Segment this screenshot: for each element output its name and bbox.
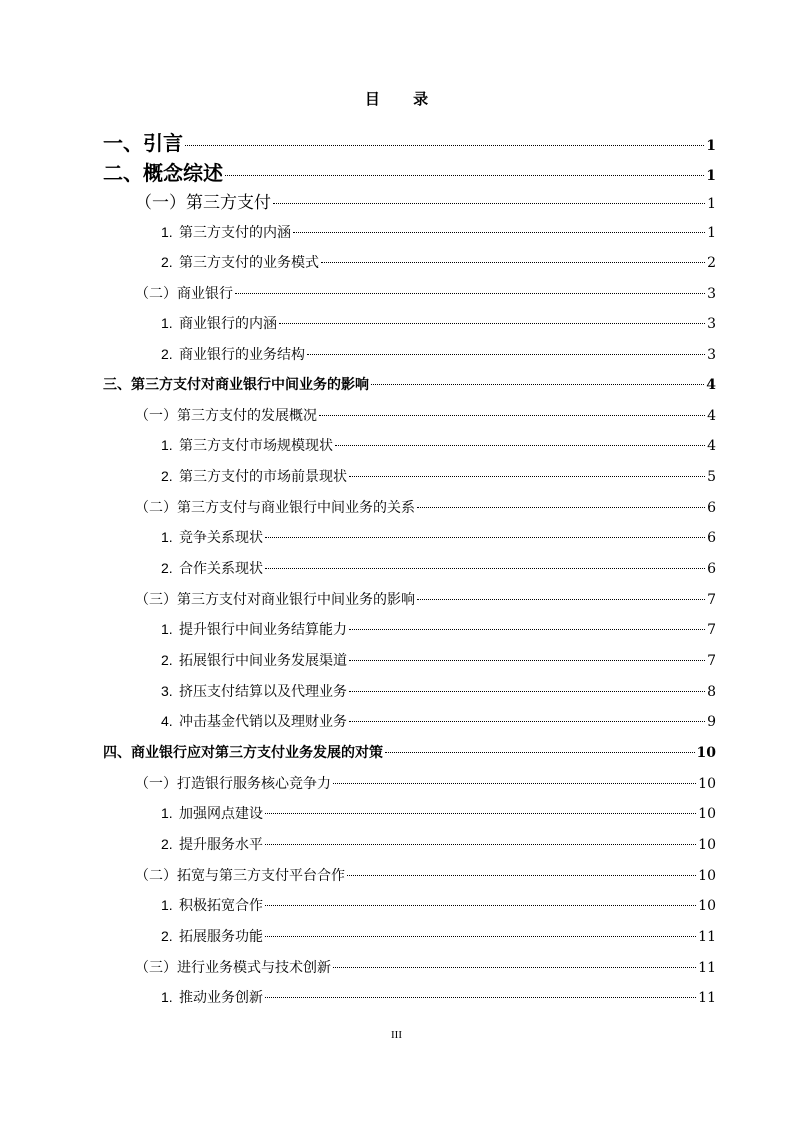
entry-number: 2.	[161, 254, 173, 270]
entry-label: （一）打造银行服务核心竞争力	[135, 776, 331, 792]
dot-leader	[273, 203, 705, 204]
entry-label: 第三方支付的业务模式	[179, 255, 319, 271]
toc-title: 目 录	[364, 90, 443, 108]
toc-entry[interactable]	[161, 926, 716, 946]
toc-entry[interactable]	[135, 188, 716, 213]
toc-entry[interactable]	[135, 497, 716, 517]
toc-entry[interactable]	[161, 466, 716, 486]
dot-leader	[185, 145, 704, 146]
dot-leader	[279, 323, 705, 324]
entry-label: （二）商业银行	[135, 286, 233, 302]
entry-number: 1.	[161, 437, 173, 453]
entry-label: 挤压支付结算以及代理业务	[179, 684, 347, 700]
entry-label: 提升服务水平	[179, 837, 263, 853]
dot-leader	[265, 844, 696, 845]
entry-number: 1.	[161, 224, 173, 240]
dot-leader	[265, 537, 705, 538]
entry-page: 3	[707, 316, 716, 332]
toc-entry[interactable]	[161, 895, 716, 915]
toc-entry[interactable]	[103, 127, 716, 156]
entry-page: 8	[707, 684, 716, 700]
dot-leader	[307, 354, 705, 355]
toc-entry[interactable]	[161, 803, 716, 823]
entry-page: 10	[696, 745, 716, 761]
toc-entry[interactable]	[135, 405, 716, 425]
dot-leader	[319, 415, 705, 416]
dot-leader	[417, 507, 705, 508]
entry-label: 第三方支付市场规模现状	[179, 438, 333, 454]
entry-number: 2.	[161, 836, 173, 852]
entry-label: 积极拓宽合作	[179, 898, 263, 914]
entry-page: 7	[707, 592, 716, 608]
dot-leader	[265, 905, 696, 906]
toc-entry[interactable]	[161, 650, 716, 670]
entry-number: 1.	[161, 529, 173, 545]
entry-number: 1.	[161, 897, 173, 913]
entry-label: 提升银行中间业务结算能力	[179, 622, 347, 638]
toc-entry[interactable]	[103, 374, 716, 394]
entry-number: 2.	[161, 346, 173, 362]
dot-leader	[265, 997, 696, 998]
toc-entry[interactable]	[161, 313, 716, 333]
dot-leader	[349, 629, 705, 630]
dot-leader	[417, 599, 705, 600]
entry-page: 5	[707, 469, 716, 485]
entry-page: 10	[698, 898, 716, 914]
entry-page: 10	[698, 806, 716, 822]
entry-number: 1.	[161, 621, 173, 637]
entry-page: 1	[707, 196, 716, 212]
entry-label: 合作关系现状	[179, 561, 263, 577]
entry-page: 11	[698, 960, 716, 976]
entry-label: 三、第三方支付对商业银行中间业务的影响	[103, 377, 369, 393]
entry-page: 4	[707, 408, 716, 424]
entry-number: 1.	[161, 805, 173, 821]
toc-entry[interactable]	[135, 283, 716, 303]
entry-label: （二）拓宽与第三方支付平台合作	[135, 868, 345, 884]
dot-leader	[333, 783, 696, 784]
toc-entry[interactable]	[161, 344, 716, 364]
entry-label: 第三方支付的内涵	[179, 225, 291, 241]
toc-entry[interactable]	[103, 157, 716, 186]
entry-page: 1	[706, 138, 716, 154]
entry-label: 四、商业银行应对第三方支付业务发展的对策	[103, 745, 383, 761]
entry-page: 11	[698, 929, 716, 945]
entry-page: 3	[707, 286, 716, 302]
entry-number: 3.	[161, 683, 173, 699]
entry-page: 9	[707, 714, 716, 730]
toc-entry[interactable]	[161, 222, 716, 242]
entry-label: 拓展银行中间业务发展渠道	[179, 653, 347, 669]
entry-page: 6	[707, 530, 716, 546]
toc-entry[interactable]	[161, 834, 716, 854]
entry-label: 冲击基金代销以及理财业务	[179, 714, 347, 730]
entry-number: 2.	[161, 468, 173, 484]
entry-label: （三）进行业务模式与技术创新	[135, 960, 331, 976]
entry-label: 一、引言	[103, 131, 183, 155]
toc-entry[interactable]	[103, 742, 716, 762]
entry-label: 推动业务创新	[179, 990, 263, 1006]
dot-leader	[349, 721, 705, 722]
entry-number: 4.	[161, 713, 173, 729]
toc-entry[interactable]	[161, 619, 716, 639]
toc-entry[interactable]	[161, 252, 716, 272]
entry-page: 1	[706, 168, 716, 184]
entry-label: 拓展服务功能	[179, 929, 263, 945]
dot-leader	[371, 384, 704, 385]
entry-label: （三）第三方支付对商业银行中间业务的影响	[135, 592, 415, 608]
entry-page: 7	[707, 622, 716, 638]
dot-leader	[385, 752, 695, 753]
dot-leader	[321, 262, 705, 263]
entry-label: 商业银行的内涵	[179, 316, 277, 332]
dot-leader	[349, 660, 705, 661]
toc-entry[interactable]	[161, 987, 716, 1007]
entry-label: 第三方支付的市场前景现状	[179, 469, 347, 485]
entry-number: 1.	[161, 315, 173, 331]
dot-leader	[235, 293, 705, 294]
toc-entry[interactable]	[135, 865, 716, 885]
entry-page: 3	[707, 347, 716, 363]
dot-leader	[265, 568, 705, 569]
entry-page: 4	[707, 438, 716, 454]
page-footer-number: III	[391, 1029, 402, 1041]
entry-page: 11	[698, 990, 716, 1006]
entry-page: 10	[698, 837, 716, 853]
dot-leader	[265, 813, 696, 814]
entry-label: 加强网点建设	[179, 806, 263, 822]
entry-page: 6	[707, 500, 716, 516]
entry-number: 2.	[161, 560, 173, 576]
toc-entry[interactable]	[161, 558, 716, 578]
entry-label: 二、概念综述	[103, 161, 223, 185]
toc-entry[interactable]	[135, 773, 716, 793]
entry-number: 1.	[161, 989, 173, 1005]
dot-leader	[349, 691, 705, 692]
entry-label: （一）第三方支付的发展概况	[135, 408, 317, 424]
toc-entry[interactable]	[135, 589, 716, 609]
dot-leader	[225, 175, 704, 176]
entry-page: 4	[706, 377, 716, 393]
entry-page: 2	[707, 255, 716, 271]
entry-page: 10	[698, 868, 716, 884]
toc-entry[interactable]	[161, 527, 716, 547]
entry-number: 2.	[161, 928, 173, 944]
entry-page: 1	[707, 225, 716, 241]
entry-label: 商业银行的业务结构	[179, 347, 305, 363]
dot-leader	[349, 476, 705, 477]
dot-leader	[333, 967, 696, 968]
entry-page: 10	[698, 776, 716, 792]
toc-entry[interactable]	[161, 435, 716, 455]
entry-page: 6	[707, 561, 716, 577]
entry-page: 7	[707, 653, 716, 669]
dot-leader	[335, 445, 705, 446]
entry-label: （二）第三方支付与商业银行中间业务的关系	[135, 500, 415, 516]
toc-entry[interactable]	[135, 957, 716, 977]
dot-leader	[293, 232, 705, 233]
dot-leader	[265, 936, 696, 937]
entry-number: 2.	[161, 652, 173, 668]
dot-leader	[347, 875, 696, 876]
entry-label: 竞争关系现状	[179, 530, 263, 546]
entry-label: （一）第三方支付	[135, 193, 271, 213]
toc-entry[interactable]	[161, 711, 716, 731]
toc-entry[interactable]	[161, 681, 716, 701]
